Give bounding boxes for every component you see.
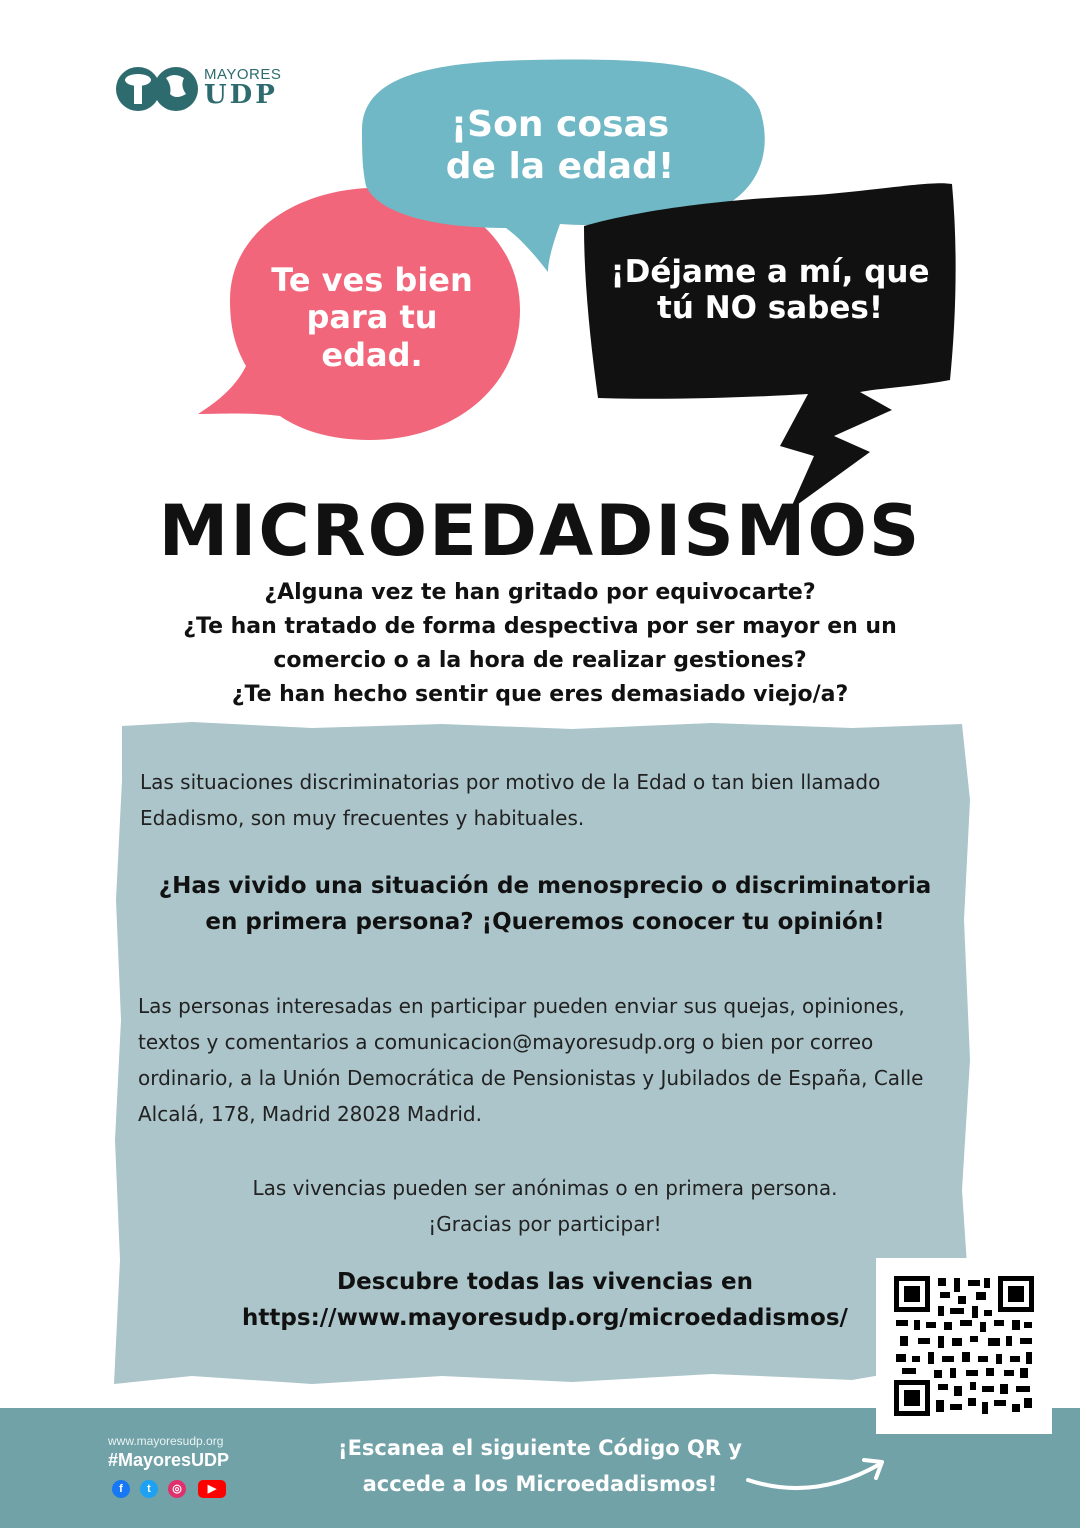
qr-code-icon — [894, 1276, 1034, 1416]
panel-anonymous — [140, 1170, 950, 1242]
instagram-icon[interactable]: ◎ — [168, 1480, 186, 1498]
panel-participate: Las personas interesadas en participar pueden enviar sus quejas, opiniones, textos y comentarios a comunicacion@mayoresudp.org o bien por correo ordinario, a la Unión Democrática de Pensionistas y Jubilados de España, Calle Alcalá, 178, Madrid 28028 Madrid. — [138, 994, 924, 1126]
qr-code[interactable] — [876, 1258, 1052, 1434]
anonymous-line: Las vivencias pueden ser anónimas o en primera persona. — [252, 1176, 838, 1200]
black-bubble-shape — [584, 183, 956, 510]
question-line: ¿Te han hecho sentir que eres demasiado viejo/a? — [231, 682, 849, 707]
panel-intro: Las situaciones discriminatorias por motivo de la Edad o tan bien llamado Edadismo, son muy frecuentes y habituales. — [140, 770, 881, 830]
black-bubble-text: ¡Déjame a mí, que tú NO sabes! — [610, 254, 930, 327]
twitter-icon[interactable]: t — [140, 1480, 158, 1498]
discover-line: Descubre todas las vivencias en — [337, 1269, 753, 1295]
youtube-icon[interactable]: ▶ — [198, 1480, 226, 1498]
microedadismos-link[interactable]: https://www.mayoresudp.org/microedadismos/ — [242, 1305, 848, 1331]
logo-text-bottom: UDP — [204, 80, 278, 110]
panel-question: ¿Has vivido una situación de menosprecio o discriminatoria en primera persona? ¡Queremos conocer tu opinión! — [158, 873, 932, 935]
question-line: ¿Te han tratado de forma despectiva por ser mayor en un — [183, 614, 897, 639]
panel-discover — [140, 1264, 950, 1336]
curved-arrow-icon — [744, 1452, 894, 1502]
logo-text-top: MAYORES — [204, 66, 282, 83]
qr-call-to-action — [300, 1430, 780, 1502]
cta-line-1: ¡Escanea el siguiente Código QR y — [338, 1436, 742, 1460]
question-line: comercio o a la hora de realizar gestiones? — [273, 648, 807, 673]
footer-website[interactable]: www.mayoresudp.org — [108, 1434, 224, 1448]
facebook-icon[interactable]: f — [112, 1480, 130, 1498]
cta-line-2: accede a los Microedadismos! — [362, 1472, 718, 1496]
question-list — [90, 576, 990, 712]
pink-bubble-text: Te ves bien para tu edad. — [271, 261, 473, 374]
footer-hashtag: #MayoresUDP — [108, 1450, 230, 1470]
question-line: ¿Alguna vez te han gritado por equivocarte? — [264, 580, 816, 605]
thanks-line: ¡Gracias por participar! — [428, 1212, 662, 1236]
blue-bubble-text: ¡Son cosas de la edad! — [445, 104, 675, 188]
page-title: MICROEDADISMOS — [158, 490, 922, 572]
